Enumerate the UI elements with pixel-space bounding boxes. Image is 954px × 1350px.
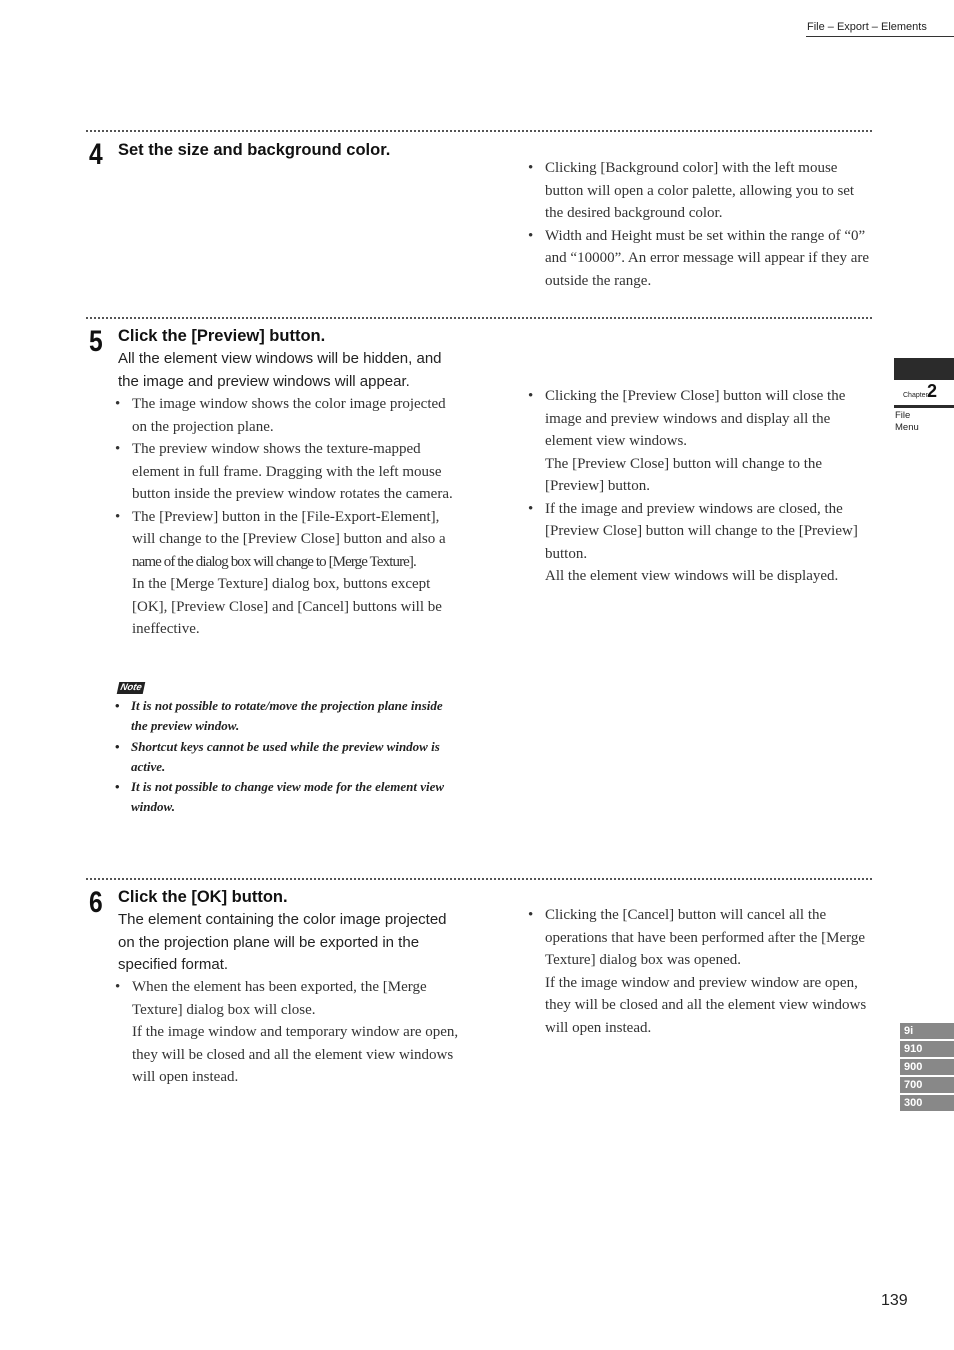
step-number: 6	[89, 886, 103, 919]
chapter-label: Chapter	[903, 392, 928, 399]
list-item: • The [Preview] button in the [File-Export-Element], will change to the [Preview Close] button and also a name of the dialog box will change to [Merge Texture]. In the [Merge Texture] dialog box, buttons except [OK], [Preview Close] and [Cancel] buttons will be ineffective.	[115, 508, 446, 637]
step-title: Click the [OK] button.	[118, 888, 288, 906]
page-number: 139	[881, 1292, 908, 1309]
version-tab: 910	[900, 1041, 954, 1057]
header-rule	[806, 36, 954, 37]
list-item: • When the element has been exported, the [Merge Texture] dialog box will close. If the image window and temporary window are open, they will be closed and all the element view windows will open instead.	[115, 979, 459, 1085]
step-5-left-list	[115, 393, 460, 641]
step-4-right-list	[528, 157, 873, 292]
notes-list	[115, 696, 460, 818]
list-item: • The preview window shows the texture-mapped element in full frame. Dragging with the left mouse button inside the preview window rotates the camera.	[115, 441, 453, 502]
section-divider	[86, 878, 872, 880]
step-number: 4	[89, 138, 103, 171]
list-item: • Clicking the [Preview Close] button will close the image and preview windows and display all the element view windows. The [Preview Close] button will change to the [Preview] button.	[528, 388, 846, 494]
version-tab: 300	[900, 1095, 954, 1111]
version-tab: 900	[900, 1059, 954, 1075]
chapter-number: 2	[927, 381, 938, 401]
step-title: Click the [Preview] button.	[118, 327, 326, 345]
list-item: • If the image and preview windows are closed, the [Preview Close] button will change to the [Preview] button. All the element view windows will be displayed.	[528, 500, 858, 584]
list-item: • Clicking [Background color] with the left mouse button will open a color palette, allowing you to set the desired background color.	[528, 160, 855, 221]
step-6-right-list	[528, 904, 873, 1039]
note-item: • It is not possible to rotate/move the projection plane inside the preview window.	[115, 698, 443, 734]
note-item: • Shortcut keys cannot be used while the preview window is active.	[115, 738, 440, 774]
section-divider	[86, 317, 872, 319]
version-tab: 700	[900, 1077, 954, 1093]
list-item: • Width and Height must be set within the range of “0” and “10000”. An error message will appear if they are outside the range.	[528, 227, 870, 289]
chapter-rule	[894, 405, 954, 408]
note-badge: Note	[117, 682, 146, 694]
list-item: • Clicking the [Cancel] button will cancel all the operations that have been performed after the [Merge Texture] dialog box was opened. If the image window and preview window are open, they will be closed and all the element view windows will open instead.	[528, 907, 867, 1036]
step-5-right-list	[528, 385, 873, 588]
list-item: • The image window shows the color image projected on the projection plane.	[115, 396, 446, 435]
chapter-tab	[894, 358, 954, 380]
step-description: The element containing the color image projected on the projection plane will be exported in the specified format.	[118, 911, 447, 973]
note-item: • It is not possible to change view mode for the element view window.	[115, 779, 445, 815]
step-6-left-list	[115, 976, 460, 1089]
version-tab: 9i	[900, 1023, 954, 1039]
running-header: File – Export – Elements	[807, 21, 927, 33]
step-description: All the element view windows will be hidden, and the image and preview windows will appear.	[118, 350, 442, 390]
step-number: 5	[89, 325, 103, 358]
section-divider	[86, 130, 872, 132]
chapter-menu-label: File Menu	[895, 410, 919, 433]
step-title: Set the size and background color.	[118, 141, 391, 159]
